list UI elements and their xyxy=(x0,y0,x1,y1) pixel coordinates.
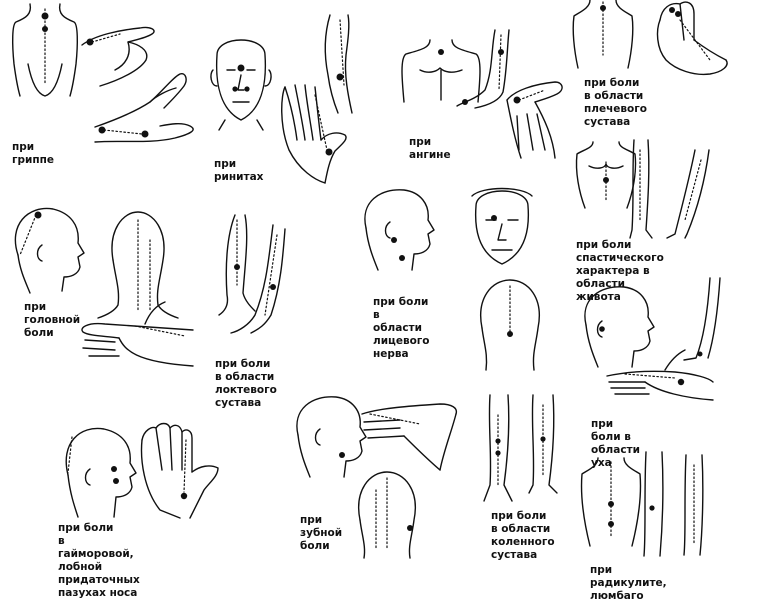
label-knee: при боли в области коленного сустава xyxy=(491,510,555,561)
leg-figure-icon xyxy=(665,150,715,240)
hand-figure-icon xyxy=(505,80,565,160)
hand-figure-icon xyxy=(140,420,220,520)
arm-figure-icon xyxy=(215,215,295,335)
head-profile-icon xyxy=(58,425,138,520)
leg-figure-icon xyxy=(640,452,670,562)
label-flu: при гриппе xyxy=(12,141,54,166)
label-angina: при ангине xyxy=(409,136,451,161)
label-spastic: при боли спастического характера в области живота xyxy=(576,239,664,303)
head-back-icon xyxy=(350,470,425,560)
hand-figure-icon xyxy=(75,300,195,370)
label-radiculitis: при радикулите, люмбаго xyxy=(590,564,667,602)
leg-figure-icon xyxy=(482,395,522,505)
wrist-figure-icon xyxy=(90,72,200,152)
head-profile-icon xyxy=(360,188,438,273)
label-rhinitis: при ринитах xyxy=(214,158,264,183)
leg-figure-icon xyxy=(628,140,658,240)
hand-figure-icon xyxy=(650,0,735,80)
back-figure-icon xyxy=(10,4,80,99)
head-profile-icon xyxy=(290,395,370,480)
face-figure-icon xyxy=(205,30,277,130)
label-tooth: при зубной боли xyxy=(300,514,343,552)
label-facial-nerve: при боли в области лицевого нерва xyxy=(373,296,430,360)
hand-figure-icon xyxy=(360,400,460,475)
label-ear: при боли в области уха xyxy=(591,418,640,469)
face-figure-icon xyxy=(462,182,542,272)
leg-figure-icon xyxy=(525,395,565,495)
label-shoulder: при боли в области плечевого сустава xyxy=(584,77,647,128)
head-back-icon xyxy=(470,278,550,373)
leg-figure-icon xyxy=(680,455,710,560)
back-figure-icon xyxy=(572,0,634,70)
label-elbow: при боли в области локтевого сустава xyxy=(215,358,277,409)
hand-figure-icon xyxy=(275,85,355,185)
head-profile-icon xyxy=(8,205,88,295)
label-headache: при головной боли xyxy=(24,301,81,339)
back-figure-icon xyxy=(580,458,642,548)
label-sinus: при боли в гайморовой, лобной придаточных пазухах носа xyxy=(58,522,140,599)
hand-figure-icon xyxy=(605,348,715,403)
